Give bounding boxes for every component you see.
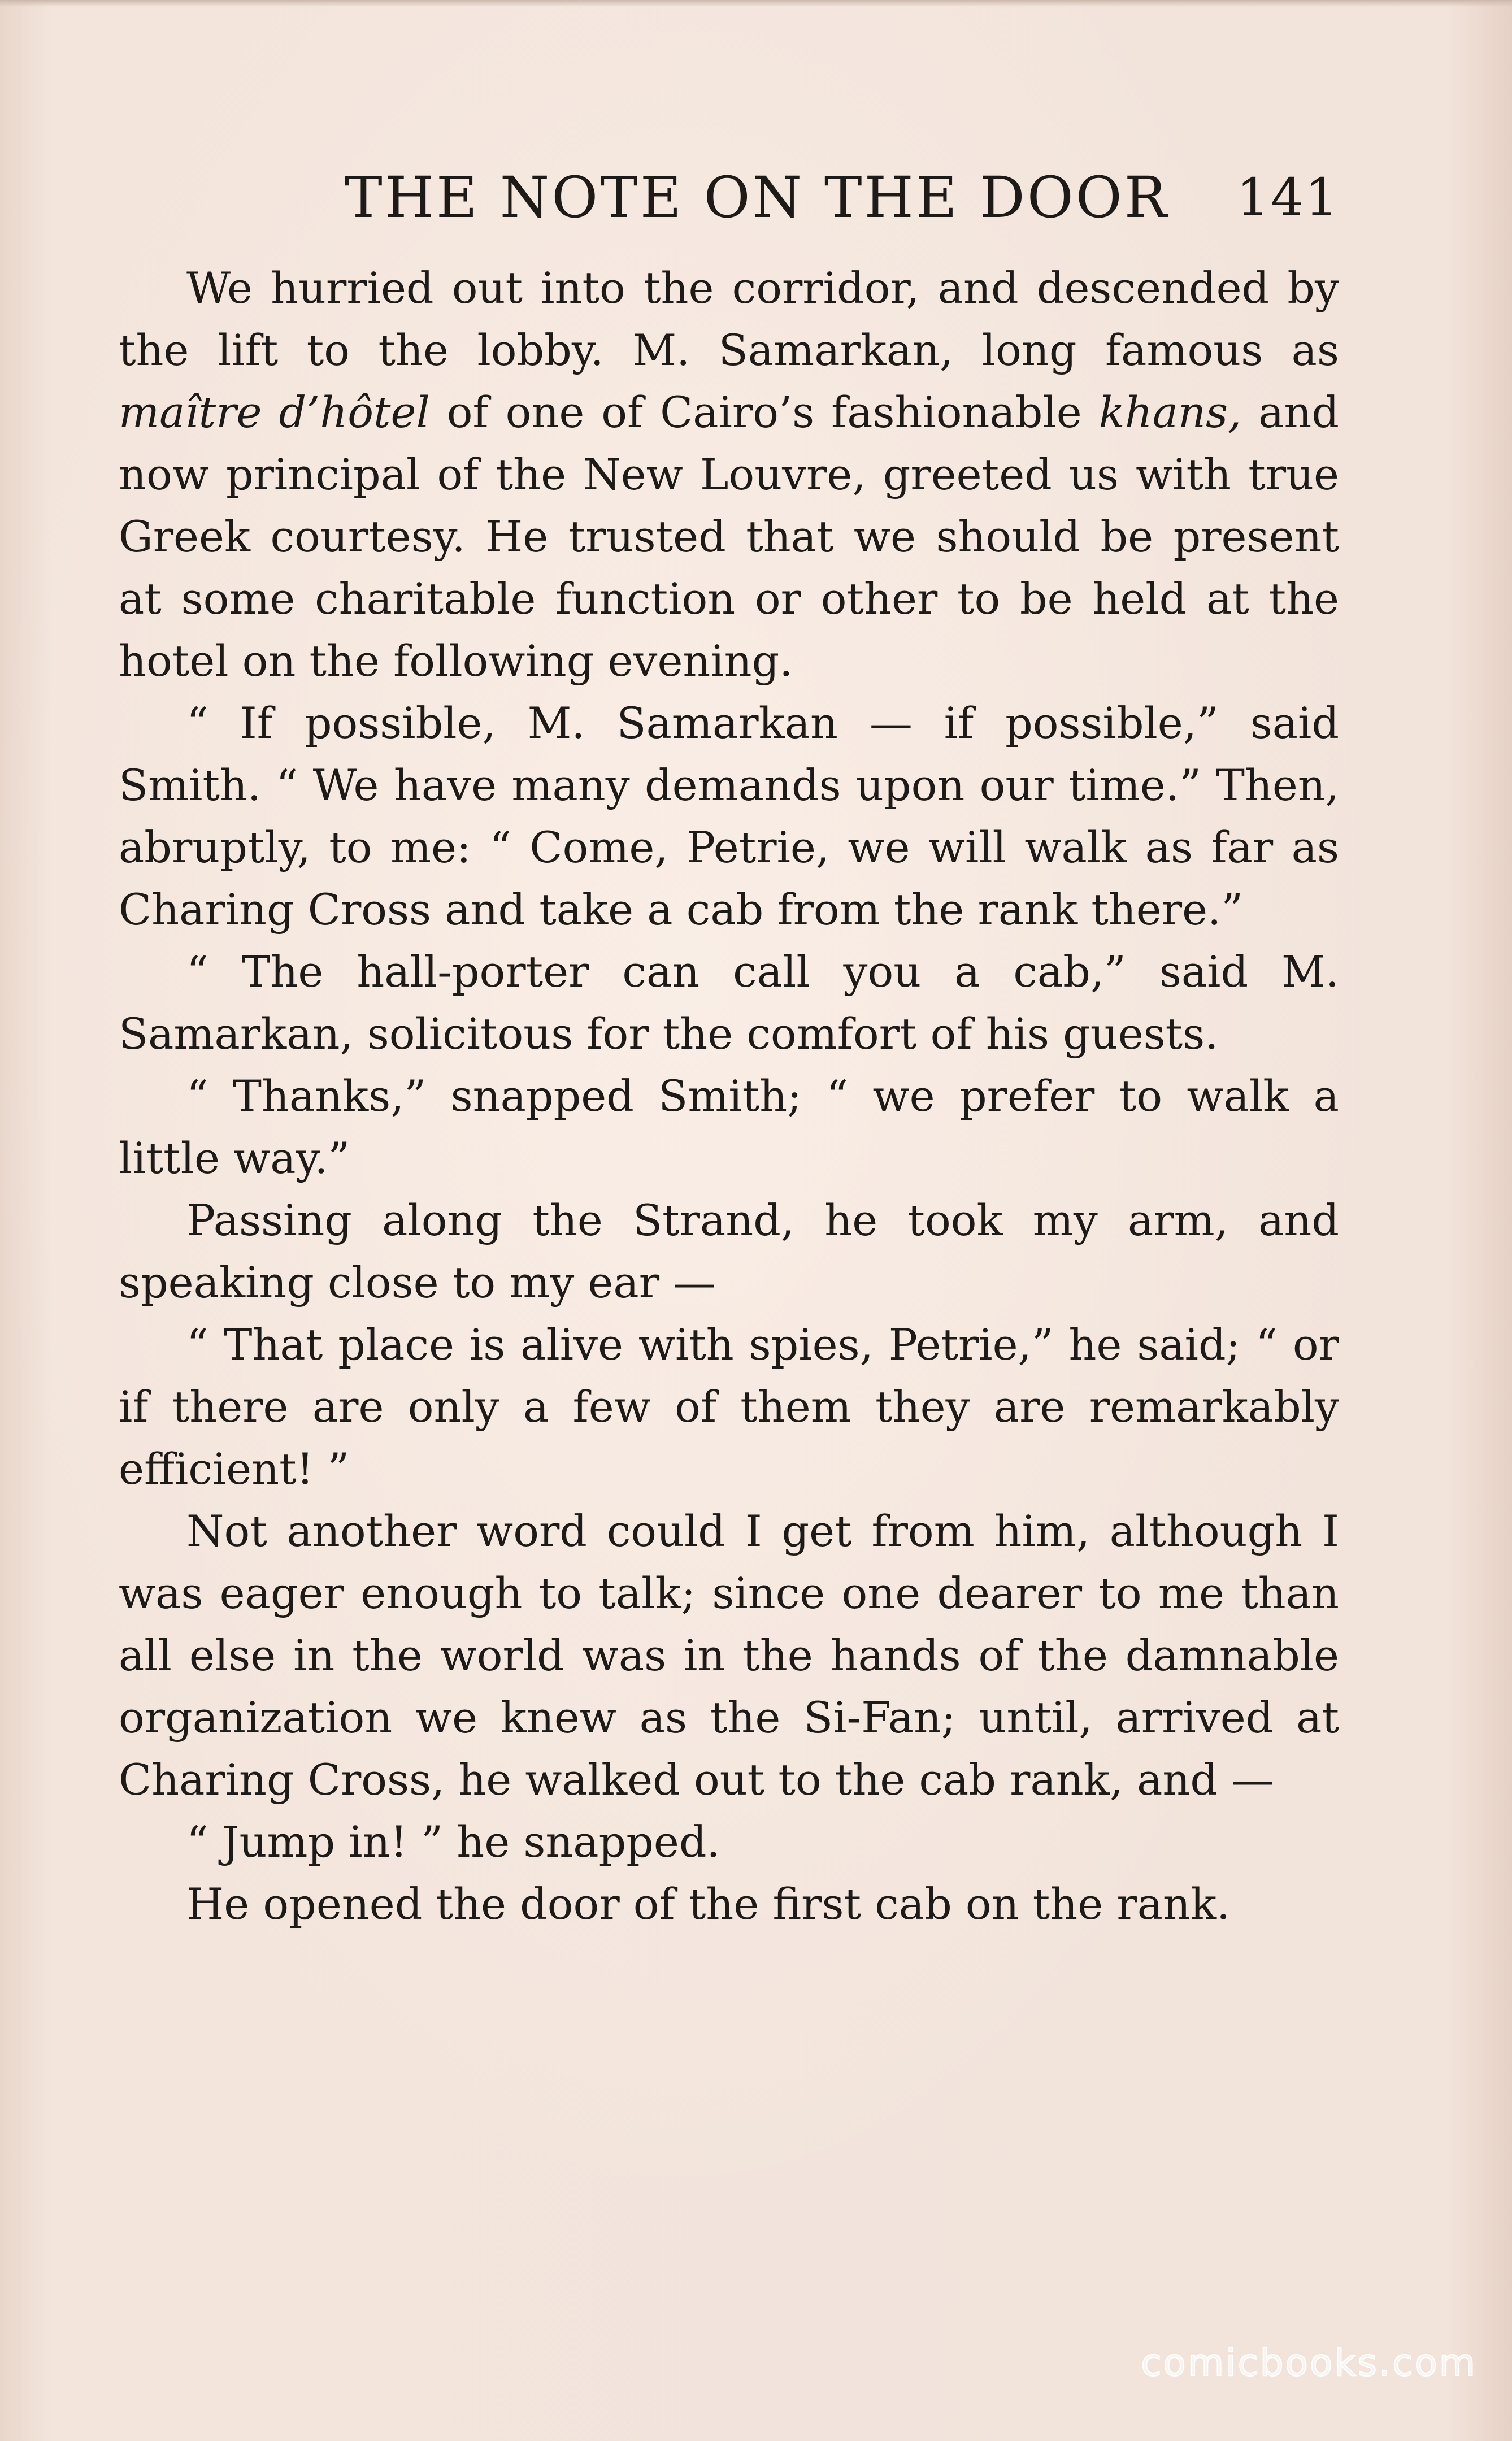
- paragraph: “ The hall-porter can call you a cab,” said M. Samarkan, solicitous for the comfort of his guests.: [119, 946, 1339, 1059]
- paragraph: Passing along the Strand, he took my arm, and speaking close to my ear —: [119, 1195, 1339, 1308]
- watermark: comicbooks.com: [1141, 2341, 1477, 2384]
- paragraph: Not another word could I get from him, although I was eager enough to talk; since one dearer to me than all else in the world was in the hands of the damnable organization we knew as the Si-Fan; until, arrived at Charing Cross, he walked out to the cab rank, and —: [119, 1506, 1339, 1805]
- paragraph: [119, 257, 1339, 692]
- running-title: THE NOTE ON THE DOOR: [345, 164, 1170, 231]
- page-top-edge: [0, 0, 1512, 7]
- paragraph: “ That place is alive with spies, Petrie,” he said; “ or if there are only a few of them they are remarkably efficient! ”: [119, 1319, 1339, 1494]
- paragraph-text: and now principal of the New Louvre, greeted us with true Greek courtesy. He trusted that we should be present at some charitable function or other to be held at the hotel on the following evening.: [119, 387, 1339, 686]
- body-text: [119, 257, 1339, 1935]
- paragraph: “ If possible, M. Samarkan — if possible,” said Smith. “ We have many demands upon our time.” Then, abruptly, to me: “ Come, Petrie, we will walk as far as Charing Cross and take a cab from the rank there.”: [119, 698, 1339, 935]
- paragraph-text: We hurried out into the corridor, and descended by the lift to the lobby. M. Samarkan, long famous as: [119, 263, 1339, 375]
- paragraph: “ Jump in! ” he snapped.: [186, 1817, 720, 1867]
- italic-phrase: maître d’hôtel: [119, 387, 430, 437]
- paragraph: He opened the door of the first cab on the rank.: [186, 1879, 1231, 1929]
- paragraph: “ Thanks,” snapped Smith; “ we prefer to walk a little way.”: [119, 1071, 1339, 1183]
- paragraph-text: of one of Cairo’s fashionable: [429, 387, 1099, 437]
- page-header: [345, 153, 1339, 243]
- page-number: 141: [1236, 167, 1339, 228]
- italic-phrase: khans,: [1098, 387, 1242, 437]
